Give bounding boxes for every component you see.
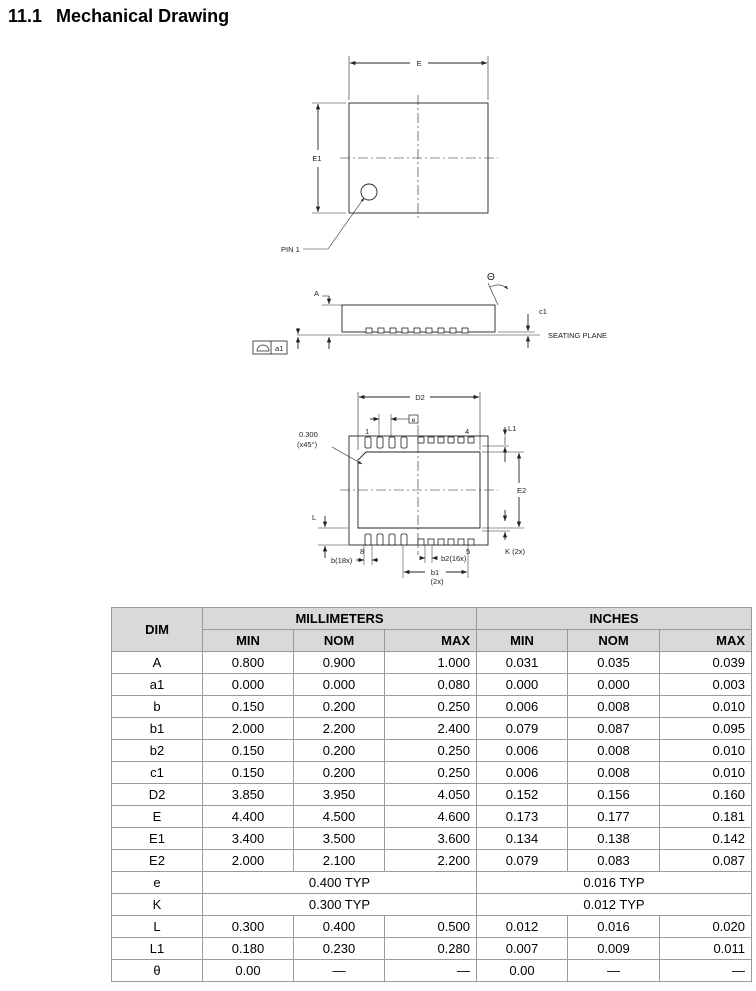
pin1-marker <box>361 184 377 200</box>
dim-cell: b1 <box>112 718 203 740</box>
value-cell: 0.00 <box>477 960 568 982</box>
label-b2: b2(16x) <box>441 554 467 563</box>
table-row <box>112 828 752 850</box>
table-row <box>112 740 752 762</box>
value-cell: 0.079 <box>477 850 568 872</box>
dim-cell: E2 <box>112 850 203 872</box>
value-cell: 0.400 <box>294 916 385 938</box>
dim-cell: E <box>112 806 203 828</box>
label-pin-8: 8 <box>360 547 365 556</box>
value-cell: 0.006 <box>477 696 568 718</box>
typical-value-cell: 0.300 TYP <box>203 894 477 916</box>
value-cell: 3.500 <box>294 828 385 850</box>
label-d2: D2 <box>415 393 425 402</box>
typical-value-cell: 0.012 TYP <box>477 894 752 916</box>
label-e-pitch: e <box>411 417 416 424</box>
value-cell: 0.156 <box>568 784 660 806</box>
millimeters-header: MILLIMETERS <box>203 608 477 630</box>
dim-cell: c1 <box>112 762 203 784</box>
table-row <box>112 784 752 806</box>
table-row <box>112 938 752 960</box>
value-cell: 0.152 <box>477 784 568 806</box>
typical-value-cell: 0.016 TYP <box>477 872 752 894</box>
value-cell: 0.150 <box>203 740 294 762</box>
value-cell: 0.138 <box>568 828 660 850</box>
value-cell: 0.142 <box>660 828 752 850</box>
dim-cell: L <box>112 916 203 938</box>
label-pin1: PIN 1 <box>281 245 300 254</box>
value-cell: 2.000 <box>203 718 294 740</box>
value-cell: 0.200 <box>294 762 385 784</box>
dim-cell: b <box>112 696 203 718</box>
value-cell: 2.000 <box>203 850 294 872</box>
value-cell: 4.400 <box>203 806 294 828</box>
dim-cell: θ <box>112 960 203 982</box>
value-cell: 0.031 <box>477 652 568 674</box>
value-cell: 0.035 <box>568 652 660 674</box>
label-pin-4: 4 <box>465 427 470 436</box>
label-chamfer-x45: (x45°) <box>297 440 318 449</box>
label-a: A <box>314 289 320 298</box>
typical-value-cell: 0.400 TYP <box>203 872 477 894</box>
dim-cell: a1 <box>112 674 203 696</box>
value-cell: 0.180 <box>203 938 294 960</box>
dim-cell: L1 <box>112 938 203 960</box>
value-cell: 0.007 <box>477 938 568 960</box>
value-cell: 0.011 <box>660 938 752 960</box>
table-row <box>112 960 752 982</box>
in-max-header: MAX <box>660 630 752 652</box>
table-row <box>112 872 752 894</box>
value-cell: 0.173 <box>477 806 568 828</box>
value-cell: 0.150 <box>203 762 294 784</box>
mm-min-header: MIN <box>203 630 294 652</box>
value-cell: 0.00 <box>203 960 294 982</box>
value-cell: 0.008 <box>568 740 660 762</box>
label-b: b(18x) <box>331 556 353 565</box>
table-row <box>112 894 752 916</box>
value-cell: 2.100 <box>294 850 385 872</box>
label-theta: Θ <box>487 272 495 283</box>
dim-cell: K <box>112 894 203 916</box>
label-b1: b1 <box>430 568 440 577</box>
label-chamfer: 0.300 <box>299 430 318 439</box>
label-l: L <box>312 513 317 522</box>
value-cell: 0.150 <box>203 696 294 718</box>
value-cell: 0.000 <box>477 674 568 696</box>
value-cell: 3.850 <box>203 784 294 806</box>
value-cell: 2.200 <box>385 850 477 872</box>
value-cell: 0.012 <box>477 916 568 938</box>
label-e1: E1 <box>312 154 322 163</box>
value-cell: 0.160 <box>660 784 752 806</box>
side-view-leads <box>366 328 468 333</box>
value-cell: 0.006 <box>477 762 568 784</box>
value-cell: 2.400 <box>385 718 477 740</box>
in-min-header: MIN <box>477 630 568 652</box>
section-title: Mechanical Drawing <box>56 6 230 26</box>
mm-nom-header: NOM <box>294 630 385 652</box>
value-cell: 0.230 <box>294 938 385 960</box>
value-cell: 0.006 <box>477 740 568 762</box>
label-pin-1: 1 <box>365 427 370 436</box>
value-cell: 3.950 <box>294 784 385 806</box>
label-seating-plane: SEATING PLANE <box>548 331 608 340</box>
table-row <box>112 850 752 872</box>
label-pin-5: 5 <box>466 547 471 556</box>
value-cell: 0.200 <box>294 740 385 762</box>
dim-header: DIM <box>112 608 203 652</box>
value-cell: 0.079 <box>477 718 568 740</box>
value-cell: 0.000 <box>294 674 385 696</box>
value-cell: 0.200 <box>294 696 385 718</box>
value-cell: 0.300 <box>203 916 294 938</box>
value-cell: 0.009 <box>568 938 660 960</box>
value-cell: 0.000 <box>568 674 660 696</box>
value-cell: — <box>568 960 660 982</box>
value-cell: 4.500 <box>294 806 385 828</box>
value-cell: 0.016 <box>568 916 660 938</box>
value-cell: 0.000 <box>203 674 294 696</box>
value-cell: 0.080 <box>385 674 477 696</box>
label-k: K (2x) <box>505 547 526 556</box>
label-l1: L1 <box>508 424 517 433</box>
mm-max-header: MAX <box>385 630 477 652</box>
value-cell: 0.010 <box>660 696 752 718</box>
value-cell: 3.600 <box>385 828 477 850</box>
value-cell: 0.250 <box>385 740 477 762</box>
value-cell: 0.039 <box>660 652 752 674</box>
value-cell: 0.003 <box>660 674 752 696</box>
value-cell: 0.008 <box>568 762 660 784</box>
value-cell: 0.020 <box>660 916 752 938</box>
label-e: E <box>416 59 422 68</box>
value-cell: 4.050 <box>385 784 477 806</box>
value-cell: 0.500 <box>385 916 477 938</box>
value-cell: 0.010 <box>660 762 752 784</box>
inches-header: INCHES <box>477 608 752 630</box>
table-row <box>112 806 752 828</box>
value-cell: 0.083 <box>568 850 660 872</box>
table-row <box>112 718 752 740</box>
value-cell: 0.087 <box>660 850 752 872</box>
dim-cell: D2 <box>112 784 203 806</box>
table-row <box>112 696 752 718</box>
value-cell: 0.250 <box>385 762 477 784</box>
value-cell: — <box>385 960 477 982</box>
value-cell: 0.008 <box>568 696 660 718</box>
dimensions-table <box>111 607 752 982</box>
value-cell: 0.087 <box>568 718 660 740</box>
label-c1: c1 <box>539 307 547 316</box>
value-cell: 3.400 <box>203 828 294 850</box>
value-cell: 0.900 <box>294 652 385 674</box>
dim-cell: e <box>112 872 203 894</box>
value-cell: 2.200 <box>294 718 385 740</box>
dim-cell: A <box>112 652 203 674</box>
value-cell: 4.600 <box>385 806 477 828</box>
table-row <box>112 652 752 674</box>
in-nom-header: NOM <box>568 630 660 652</box>
value-cell: — <box>294 960 385 982</box>
table-row <box>112 674 752 696</box>
value-cell: 0.134 <box>477 828 568 850</box>
dim-cell: E1 <box>112 828 203 850</box>
table-row <box>112 762 752 784</box>
bottom-view-leads <box>365 437 474 545</box>
value-cell: 0.800 <box>203 652 294 674</box>
value-cell: 0.181 <box>660 806 752 828</box>
value-cell: 0.280 <box>385 938 477 960</box>
value-cell: 0.095 <box>660 718 752 740</box>
value-cell: 0.177 <box>568 806 660 828</box>
label-e2: E2 <box>517 486 527 495</box>
value-cell: — <box>660 960 752 982</box>
table-row <box>112 916 752 938</box>
label-a1: a1 <box>275 344 284 353</box>
value-cell: 0.010 <box>660 740 752 762</box>
section-number: 11.1 <box>8 6 43 26</box>
value-cell: 1.000 <box>385 652 477 674</box>
value-cell: 0.250 <box>385 696 477 718</box>
dim-cell: b2 <box>112 740 203 762</box>
label-b1-2x: (2x) <box>430 577 444 586</box>
